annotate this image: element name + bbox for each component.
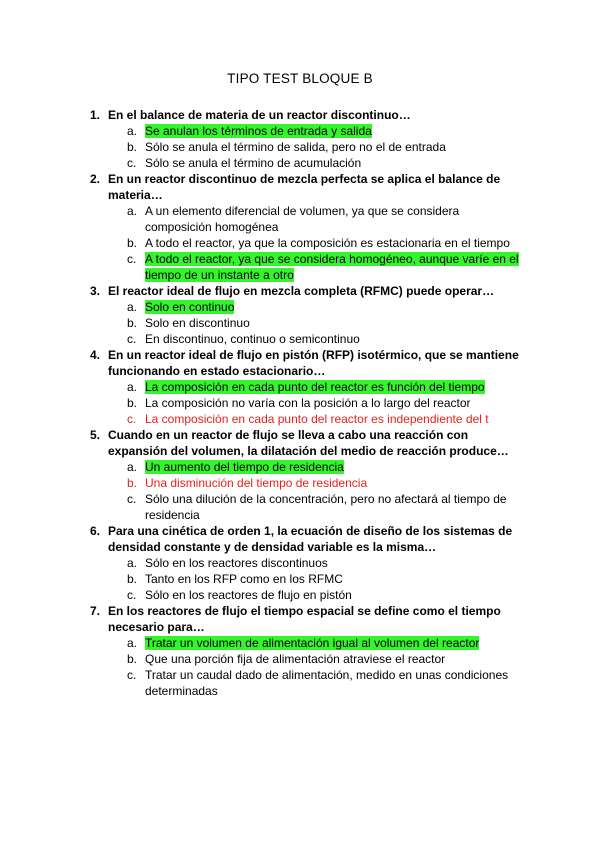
question-3: [90, 283, 520, 347]
option-letter: a.: [127, 204, 138, 218]
question-2-option-a: [90, 203, 520, 235]
question-row: [90, 107, 520, 123]
question-7-option-a: [90, 635, 520, 651]
page-title: TIPO TEST BLOQUE B: [227, 71, 373, 86]
option-letter: b.: [127, 140, 138, 154]
option-letter: c.: [127, 412, 137, 426]
question-number: 2.: [90, 172, 101, 186]
option-letter: c.: [127, 668, 137, 682]
option-letter: a.: [127, 300, 138, 314]
question-4-option-a: [90, 379, 520, 395]
option-text: Sólo en los reactores discontinuos: [145, 556, 328, 570]
question-number: 4.: [90, 348, 101, 362]
option-text: Tanto en los RFP como en los RFMC: [145, 572, 343, 586]
option-text: Se anulan los términos de entrada y salida: [145, 124, 372, 138]
question-list: [90, 107, 520, 699]
question-row: [90, 171, 520, 203]
question-row: [90, 347, 520, 379]
question-6-option-c: [90, 587, 520, 603]
option-text: Tratar un caudal dado de alimentación, medido en unas condiciones determinadas: [145, 668, 509, 698]
option-text: Tratar un volumen de alimentación igual al volumen del reactor: [145, 636, 480, 650]
option-list: [90, 635, 520, 699]
option-text: Solo en continuo: [145, 300, 235, 314]
option-list: [90, 555, 520, 603]
option-text: Sólo en los reactores de flujo en pistón: [145, 588, 352, 602]
question-text: En el balance de materia de un reactor discontinuo…: [108, 108, 411, 122]
option-list: [90, 123, 520, 171]
option-letter: c.: [127, 156, 137, 170]
question-4: [90, 347, 520, 427]
option-letter: b.: [127, 476, 138, 490]
question-7-option-c: [90, 667, 520, 699]
question-2-option-c: [90, 251, 520, 283]
option-letter: c.: [127, 492, 137, 506]
option-text: Solo en discontinuo: [145, 316, 250, 330]
option-letter: c.: [127, 332, 137, 346]
question-5-option-a: [90, 459, 520, 475]
question-row: [90, 523, 520, 555]
question-4-option-c: [90, 411, 520, 427]
question-text: En los reactores de flujo el tiempo espacial se define como el tiempo necesario para…: [108, 604, 501, 634]
option-text: A todo el reactor, ya que la composición es estacionaria en el tiempo: [145, 236, 510, 250]
question-number: 7.: [90, 604, 101, 618]
question-1-option-a: [90, 123, 520, 139]
option-text: Un aumento del tiempo de residencia: [145, 460, 344, 474]
question-number: 3.: [90, 284, 101, 298]
question-2-option-b: [90, 235, 520, 251]
question-text: En un reactor discontinuo de mezcla perfecta se aplica el balance de materia…: [108, 172, 501, 202]
question-number: 1.: [90, 108, 101, 122]
option-text: La composición en cada punto del reactor es independiente del t: [145, 412, 489, 426]
question-number: 5.: [90, 428, 101, 442]
option-letter: a.: [127, 380, 138, 394]
question-6-option-b: [90, 571, 520, 587]
option-letter: b.: [127, 652, 138, 666]
question-7-option-b: [90, 651, 520, 667]
question-6-option-a: [90, 555, 520, 571]
option-letter: b.: [127, 572, 138, 586]
option-list: [90, 203, 520, 283]
question-3-option-a: [90, 299, 520, 315]
question-2: [90, 171, 520, 283]
option-text: A un elemento diferencial de volumen, ya que se considera composición homogénea: [145, 204, 460, 234]
question-text: Para una cinética de orden 1, la ecuación de diseño de los sistemas de densidad constante y de densidad variable es la misma…: [108, 524, 513, 554]
question-4-option-b: [90, 395, 520, 411]
question-7: [90, 603, 520, 699]
option-letter: a.: [127, 636, 138, 650]
question-5: [90, 427, 520, 523]
question-6: [90, 523, 520, 603]
option-text: Sólo se anula el término de salida, pero no el de entrada: [145, 140, 446, 154]
option-letter: a.: [127, 556, 138, 570]
option-letter: b.: [127, 396, 138, 410]
question-1: [90, 107, 520, 171]
option-list: [90, 379, 520, 427]
option-text: Una disminución del tiempo de residencia: [145, 476, 368, 490]
question-3-option-b: [90, 315, 520, 331]
option-text: Que una porción fija de alimentación atraviese el reactor: [145, 652, 446, 666]
option-text: A todo el reactor, ya que se considera homogéneo, aunque varíe en el tiempo de un instante a otro: [145, 252, 519, 282]
question-1-option-b: [90, 139, 520, 155]
question-3-option-c: [90, 331, 520, 347]
question-5-option-b: [90, 475, 520, 491]
option-list: [90, 299, 520, 347]
option-text: La composición no varía con la posición a lo largo del reactor: [145, 396, 471, 410]
option-letter: a.: [127, 460, 138, 474]
option-text: La composición en cada punto del reactor es función del tiempo: [145, 380, 485, 394]
question-number: 6.: [90, 524, 101, 538]
option-letter: c.: [127, 588, 137, 602]
option-letter: b.: [127, 316, 138, 330]
option-text: En discontinuo, continuo o semicontinuo: [145, 332, 360, 346]
option-text: Sólo una dilución de la concentración, pero no afectará al tiempo de residencia: [145, 492, 507, 522]
option-letter: c.: [127, 252, 137, 266]
question-row: [90, 603, 520, 635]
question-row: [90, 283, 520, 299]
question-text: En un reactor ideal de flujo en pistón (RFP) isotérmico, que se mantiene funcionando en estado estacionario…: [108, 348, 519, 378]
question-1-option-c: [90, 155, 520, 171]
option-text: Sólo se anula el término de acumulación: [145, 156, 362, 170]
question-text: Cuando en un reactor de flujo se lleva a cabo una reacción con expansión del volumen, la dilatación del medio de reacción produce…: [108, 428, 509, 458]
option-list: [90, 459, 520, 523]
option-letter: b.: [127, 236, 138, 250]
question-row: [90, 427, 520, 459]
question-5-option-c: [90, 491, 520, 523]
option-letter: a.: [127, 124, 138, 138]
question-text: El reactor ideal de flujo en mezcla completa (RFMC) puede operar…: [108, 284, 495, 298]
